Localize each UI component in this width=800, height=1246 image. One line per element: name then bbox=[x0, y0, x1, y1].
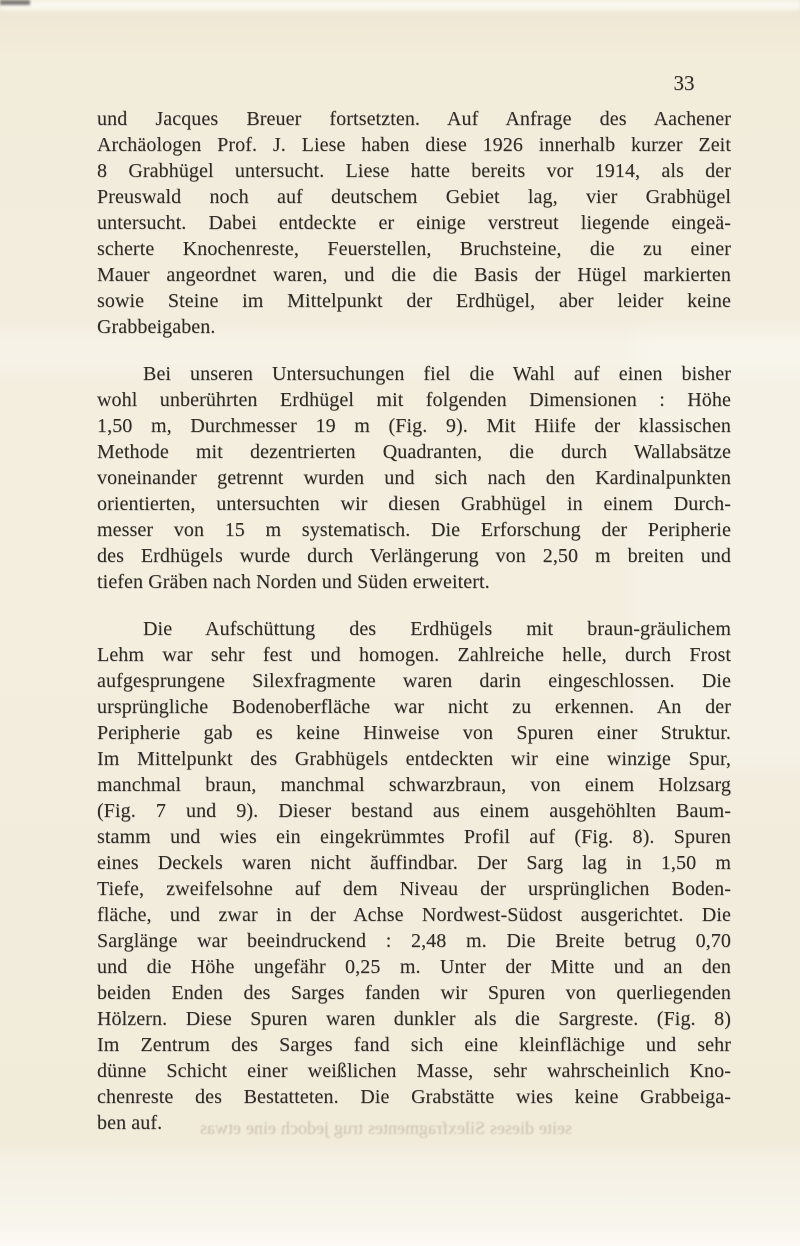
text-line: scherte Knochenreste, Feuerstellen, Bruchsteine, die zu einer bbox=[97, 238, 731, 260]
text-line: (Fig. 7 und 9). Dieser bestand aus einem ausgehöhlten Baum- bbox=[97, 800, 731, 822]
text-line: chenreste des Bestatteten. Die Grabstätte wies keine Grabbeiga- bbox=[97, 1086, 731, 1108]
text-line: dünne Schicht einer weißlichen Masse, sehr wahrscheinlich Kno- bbox=[97, 1060, 731, 1082]
paragraph bbox=[97, 106, 731, 340]
text-line: Lehm war sehr fest und homogen. Zahlreiche helle, durch Frost bbox=[97, 644, 731, 666]
text-line: tiefen Gräben nach Norden und Süden erweitert. bbox=[97, 571, 490, 593]
text-line: und die Höhe ungefähr 0,25 m. Unter der Mitte und an den bbox=[97, 956, 731, 978]
text-line: untersucht. Dabei entdeckte er einige verstreut liegende eingeä- bbox=[97, 212, 731, 234]
text-line: fläche, und zwar in der Achse Nordwest-Südost ausgerichtet. Die bbox=[97, 904, 731, 926]
text-line: aufgesprungene Silexfragmente waren darin eingeschlossen. Die bbox=[97, 670, 731, 692]
text-block bbox=[97, 106, 731, 1136]
text-line: Mauer angeordnet waren, und die die Basis der Hügel markierten bbox=[97, 264, 731, 286]
text-line: des Erdhügels wurde durch Verlängerung von 2,50 m breiten und bbox=[97, 545, 731, 567]
text-line: orientierten, untersuchten wir diesen Grabhügel in einem Durch- bbox=[97, 493, 731, 515]
text-line: 1,50 m, Durchmesser 19 m (Fig. 9). Mit Hiife der klassischen bbox=[97, 415, 731, 437]
page-number: 33 bbox=[673, 71, 695, 95]
scan-artifact bbox=[0, 0, 30, 5]
text-line: Im Zentrum des Sarges fand sich eine kleinflächige und sehr bbox=[97, 1034, 731, 1056]
text-line: Peripherie gab es keine Hinweise von Spuren einer Struktur. bbox=[97, 722, 731, 744]
text-line: messer von 15 m systematisch. Die Erforschung der Peripherie bbox=[97, 519, 731, 541]
text-line: Im Mittelpunkt des Grabhügels entdeckten wir eine winzige Spur, bbox=[97, 748, 731, 770]
text-line: Archäologen Prof. J. Liese haben diese 1926 innerhalb kurzer Zeit bbox=[97, 134, 731, 156]
text-line: Preuswald noch auf deutschem Gebiet lag, vier Grabhügel bbox=[97, 186, 731, 208]
text-line: stamm und wies ein eingekrümmtes Profil auf (Fig. 8). Spuren bbox=[97, 826, 731, 848]
text-line: ben auf. bbox=[97, 1112, 163, 1134]
text-line: Die Aufschüttung des Erdhügels mit braun-gräulichem bbox=[143, 618, 731, 640]
text-line: Hölzern. Diese Spuren waren dunkler als die Sargreste. (Fig. 8) bbox=[97, 1008, 731, 1030]
bleedthrough-text: seite dieses Silexfragmentes trug jedoch eine etwas bbox=[200, 1118, 572, 1138]
scan-light-band bbox=[0, 1150, 800, 1246]
text-line: Grabbeigaben. bbox=[97, 316, 216, 338]
text-line: und Jacques Breuer fortsetzten. Auf Anfrage des Aachener bbox=[97, 108, 731, 130]
paragraph bbox=[97, 616, 731, 1136]
text-line: sowie Steine im Mittelpunkt der Erdhügel, aber leider keine bbox=[97, 290, 731, 312]
text-line: eines Deckels waren nicht ăuffindbar. Der Sarg lag in 1,50 m bbox=[97, 852, 731, 874]
text-line: Bei unseren Untersuchungen fiel die Wahl auf einen bisher bbox=[143, 363, 731, 385]
text-line: ursprüngliche Bodenoberfläche war nicht zu erkennen. An der bbox=[97, 696, 731, 718]
text-line: manchmal braun, manchmal schwarzbraun, von einem Holzsarg bbox=[97, 774, 731, 796]
text-line: Tiefe, zweifelsohne auf dem Niveau der ursprünglichen Boden- bbox=[97, 878, 731, 900]
text-line: Methode mit dezentrierten Quadranten, die durch Wallabsätze bbox=[97, 441, 731, 463]
text-line: Sarglänge war beeindruckend : 2,48 m. Die Breite betrug 0,70 bbox=[97, 930, 731, 952]
text-line: wohl unberührten Erdhügel mit folgenden Dimensionen : Höhe bbox=[97, 389, 731, 411]
scan-edge-highlight bbox=[0, 0, 800, 10]
text-line: voneinander getrennt wurden und sich nach den Kardinalpunkten bbox=[97, 467, 731, 489]
text-line: beiden Enden des Sarges fanden wir Spuren von querliegenden bbox=[97, 982, 731, 1004]
paragraph bbox=[97, 361, 731, 595]
text-line: 8 Grabhügel untersucht. Liese hatte bereits vor 1914, als der bbox=[97, 160, 731, 182]
